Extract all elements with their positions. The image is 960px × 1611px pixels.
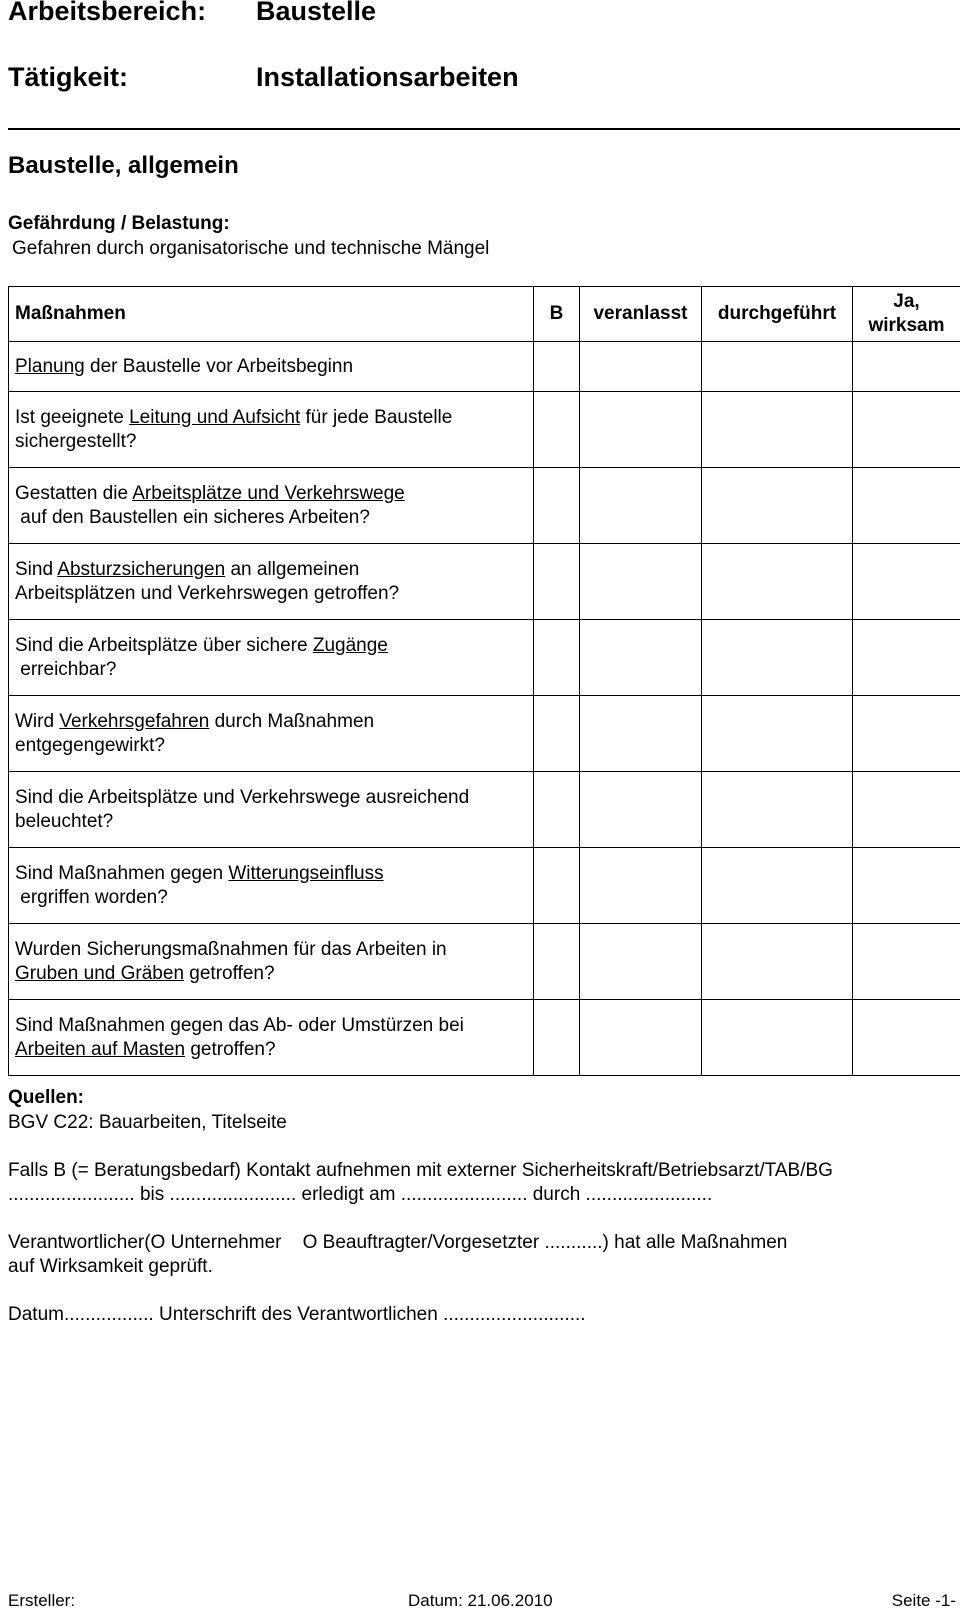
check-done-cell[interactable] xyxy=(702,848,853,924)
check-b-cell[interactable] xyxy=(534,924,580,1000)
hazard-text: Gefahren durch organisatorische und technische Mängel xyxy=(12,238,490,259)
consult-line2: ........................ bis ........................ erledigt am ........................ durch ........................ xyxy=(8,1184,713,1205)
question-text: getroffen? xyxy=(184,962,275,984)
area-label: Arbeitsbereich: xyxy=(8,0,207,26)
measure-question xyxy=(9,924,534,1000)
table-row xyxy=(9,468,960,544)
table-row xyxy=(9,342,960,392)
measure-question xyxy=(9,392,534,468)
check-initiated-cell[interactable] xyxy=(580,1000,702,1076)
check-b-cell[interactable] xyxy=(534,1000,580,1076)
underlined-term: Zugänge xyxy=(312,634,388,656)
check-initiated-cell[interactable] xyxy=(580,620,702,696)
question-text: Sind xyxy=(15,558,58,580)
question-text: Wurden Sicherungsmaßnahmen für das Arbeiten in xyxy=(15,938,447,960)
question-text: an allgemeinen xyxy=(225,558,360,580)
question-text: Sind Maßnahmen gegen xyxy=(15,862,229,884)
check-effective-cell[interactable] xyxy=(853,1000,960,1076)
check-done-cell[interactable] xyxy=(702,620,853,696)
measure-question xyxy=(9,544,534,620)
signature-line: Datum................. Unterschrift des Verantwortlichen ........................... xyxy=(8,1304,586,1325)
underlined-term: Arbeitsplätze und Verkehrswege xyxy=(132,482,405,504)
check-done-cell[interactable] xyxy=(702,544,853,620)
check-done-cell[interactable] xyxy=(702,772,853,848)
col-initiated-header: veranlasst xyxy=(580,287,702,342)
question-text: ergriffen worden? xyxy=(15,886,168,908)
check-effective-cell[interactable] xyxy=(853,772,960,848)
question-text: durch Maßnahmen xyxy=(209,710,375,732)
measure-question xyxy=(9,1000,534,1076)
check-done-cell[interactable] xyxy=(702,924,853,1000)
question-text: Sind die Arbeitsplätze über sichere xyxy=(15,634,313,656)
question-text: Sind Maßnahmen gegen das Ab- oder Umstürzen bei xyxy=(15,1014,464,1036)
table-row xyxy=(9,392,960,468)
measures-table xyxy=(8,286,960,1076)
underlined-term: Leitung und Aufsicht xyxy=(129,406,301,428)
activity-value: Installationsarbeiten xyxy=(256,62,519,92)
underlined-term: Arbeiten auf Masten xyxy=(15,1038,186,1060)
question-text: für jede Baustelle xyxy=(300,406,453,428)
col-effective-header xyxy=(853,287,960,342)
check-effective-cell[interactable] xyxy=(853,924,960,1000)
check-b-cell[interactable] xyxy=(534,696,580,772)
col-done-header: durchgeführt xyxy=(702,287,853,342)
check-initiated-cell[interactable] xyxy=(580,924,702,1000)
question-text: entgegengewirkt? xyxy=(15,734,165,756)
section-title: Baustelle, allgemein xyxy=(8,152,239,179)
table-row xyxy=(9,620,960,696)
check-initiated-cell[interactable] xyxy=(580,848,702,924)
check-effective-cell[interactable] xyxy=(853,696,960,772)
col-measures-header: Maßnahmen xyxy=(9,287,534,342)
question-text: sichergestellt? xyxy=(15,430,137,452)
underlined-term: Verkehrsgefahren xyxy=(59,710,210,732)
question-text: getroffen? xyxy=(185,1038,276,1060)
question-text: erreichbar? xyxy=(15,658,117,680)
check-effective-cell[interactable] xyxy=(853,544,960,620)
check-effective-cell[interactable] xyxy=(853,342,960,392)
check-done-cell[interactable] xyxy=(702,1000,853,1076)
responsible-line2: auf Wirksamkeit geprüft. xyxy=(8,1256,213,1277)
question-text: auf den Baustellen ein sicheres Arbeiten? xyxy=(15,506,370,528)
check-b-cell[interactable] xyxy=(534,544,580,620)
consult-line1: Falls B (= Beratungsbedarf) Kontakt aufnehmen mit externer Sicherheitskraft/Betriebsarzt/TAB/BG xyxy=(8,1160,833,1181)
check-effective-cell[interactable] xyxy=(853,620,960,696)
check-done-cell[interactable] xyxy=(702,342,853,392)
table-row xyxy=(9,848,960,924)
check-done-cell[interactable] xyxy=(702,696,853,772)
check-initiated-cell[interactable] xyxy=(580,392,702,468)
check-initiated-cell[interactable] xyxy=(580,468,702,544)
question-text: Ist geeignete xyxy=(15,406,130,428)
sources-text: BGV C22: Bauarbeiten, Titelseite xyxy=(8,1112,287,1133)
table-row xyxy=(9,772,960,848)
check-b-cell[interactable] xyxy=(534,468,580,544)
col-effective-line1: Ja, xyxy=(893,291,920,312)
check-done-cell[interactable] xyxy=(702,468,853,544)
table-row xyxy=(9,924,960,1000)
check-effective-cell[interactable] xyxy=(853,468,960,544)
measure-question xyxy=(9,468,534,544)
check-b-cell[interactable] xyxy=(534,392,580,468)
col-b-header: B xyxy=(534,287,580,342)
responsible-line1: Verantwortlicher(O Unternehmer O Beauftragter/Vorgesetzter ...........) hat alle Maßnahmen xyxy=(8,1232,788,1253)
footer-creator: Ersteller: xyxy=(8,1591,76,1610)
question-text: Arbeitsplätzen und Verkehrswegen getroffen? xyxy=(15,582,400,604)
table-header-row xyxy=(9,287,960,342)
check-b-cell[interactable] xyxy=(534,620,580,696)
footer-page: Seite -1- xyxy=(891,1591,956,1610)
underlined-term: Gruben und Gräben xyxy=(15,962,185,984)
activity-label: Tätigkeit: xyxy=(8,62,129,92)
hazard-label: Gefährdung / Belastung: xyxy=(8,213,230,234)
check-done-cell[interactable] xyxy=(702,392,853,468)
underlined-term: Witterungseinfluss xyxy=(228,862,384,884)
check-effective-cell[interactable] xyxy=(853,392,960,468)
table-row xyxy=(9,1000,960,1076)
measure-question xyxy=(9,342,534,392)
question-text: Wird xyxy=(15,710,60,732)
col-effective-line2: wirksam xyxy=(868,315,945,336)
area-value: Baustelle xyxy=(256,0,377,26)
table-row xyxy=(9,544,960,620)
check-initiated-cell[interactable] xyxy=(580,772,702,848)
check-b-cell[interactable] xyxy=(534,342,580,392)
question-text: Gestatten die xyxy=(15,482,133,504)
check-initiated-cell[interactable] xyxy=(580,342,702,392)
check-initiated-cell[interactable] xyxy=(580,696,702,772)
underlined-term: Planung xyxy=(15,355,85,377)
sources-label: Quellen: xyxy=(8,1087,85,1108)
measure-question xyxy=(9,772,534,848)
check-effective-cell[interactable] xyxy=(853,848,960,924)
question-text: der Baustelle vor Arbeitsbeginn xyxy=(84,355,354,377)
table-row xyxy=(9,696,960,772)
question-text: beleuchtet? xyxy=(15,810,114,832)
header-divider xyxy=(8,128,960,130)
underlined-term: Absturzsicherungen xyxy=(57,558,226,580)
footer-date: Datum: 21.06.2010 xyxy=(408,1591,553,1610)
measure-question xyxy=(9,696,534,772)
question-text: Sind die Arbeitsplätze und Verkehrswege ausreichend xyxy=(15,786,470,808)
check-initiated-cell[interactable] xyxy=(580,544,702,620)
measure-question xyxy=(9,848,534,924)
measure-question xyxy=(9,620,534,696)
check-b-cell[interactable] xyxy=(534,848,580,924)
check-b-cell[interactable] xyxy=(534,772,580,848)
